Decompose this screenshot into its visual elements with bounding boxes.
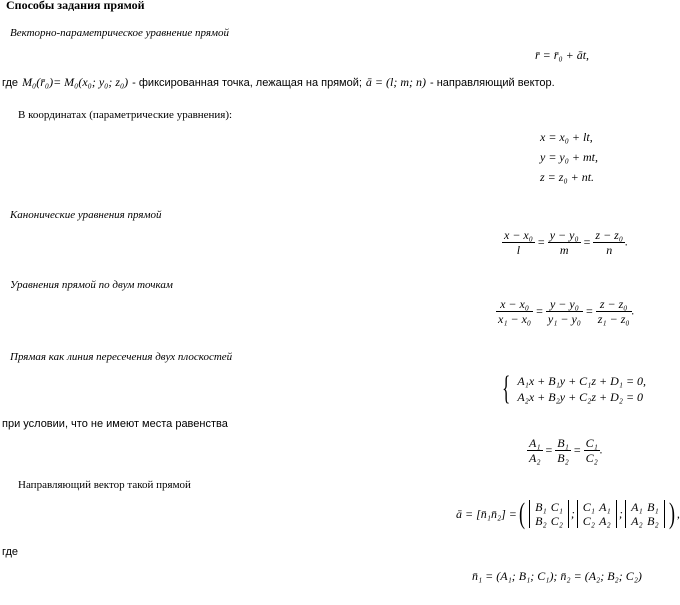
section-heading-canonical: Канонические уравнения прямой <box>10 209 162 221</box>
direction-lhs: ā = [n̄₁n̄₂] = <box>456 506 517 521</box>
section-heading-vector-param: Векторно-параметрическое уравнение прямой <box>10 27 230 39</box>
section-heading-two-points: Уравнения прямой по двум точкам <box>10 279 173 291</box>
direction-vector-formula: ā = (l; m; n) <box>365 75 427 89</box>
determinant-2: C₁ A₁ C₂ A₂ <box>577 500 617 528</box>
param-eq-x: x = x₀ + lt, <box>540 130 593 144</box>
section-heading-direction: Направляющий вектор такой прямой <box>18 479 191 491</box>
ratio-fraction-a: $\frac{\text{A₁}}{\text{A₂}}$ <box>529 436 541 465</box>
where-line <box>2 73 555 91</box>
vector-param-formula: r̄ = r̄₀ + āt, <box>535 48 590 62</box>
section-heading-param-coords: В координатах (параметрические уравнения): <box>18 109 233 121</box>
canonical-equation: $\frac{\text{x − x₀}}{l}$ = $\frac{\text{y − y₀}}{m}$ = $\frac{\text{z − z₀}}{n}$ . <box>504 228 629 257</box>
direction-vector-equation: ā = [n̄₁n̄₂] =( B₁ C₁ B₂ C₂ ; C₁ A₁ C₂ A₂ ; A₁ B₁ A₂ B₂ ) , <box>456 497 680 530</box>
two-points-equation: $\frac{\text{x − x₀}}{\text{x₁ − x₀}}$ = $\frac{\text{y − y₀}}{\text{y₁ − y₀}}$ = $\frac{\text{z − z₀}}{\text{z₁ − z₀}}$ . <box>498 297 635 326</box>
normal-vectors-formula: n̄₁ = (A₁; B₁; C₁); n̄₂ = (A₂; B₂; C₂) <box>472 569 642 583</box>
planes-ratio-equation: $\frac{\text{A₁}}{\text{A₂}}$ = $\frac{\text{B₁}}{\text{B₂}}$ = $\frac{\text{C₁}}{\text{C₂}}$ . <box>529 436 603 465</box>
plane-eq-1: A₁x + B₁y + C₁z + D₁ = 0, <box>517 374 647 388</box>
canonical-fraction-x: $\frac{\text{x − x₀}}{l}$ <box>504 228 533 257</box>
determinant-3: A₁ B₁ A₂ B₂ <box>625 500 665 528</box>
condition-text: при условии, что не имеют места равенства <box>2 418 228 430</box>
ratio-fraction-c: $\frac{\text{C₁}}{\text{C₂}}$ <box>585 436 598 465</box>
param-eq-z: z = z₀ + nt. <box>540 170 595 184</box>
ratio-fraction-b: $\frac{\text{B₁}}{\text{B₂}}$ <box>557 436 569 465</box>
two-points-fraction-x: $\frac{\text{x − x₀}}{\text{x₁ − x₀}}$ <box>498 297 532 326</box>
canonical-fraction-y: $\frac{\text{y − y₀}}{m}$ <box>549 228 579 257</box>
system-brace: { <box>502 370 511 407</box>
two-points-fraction-z: $\frac{\text{z − z₀}}{\text{z₁ − z₀}}$ <box>597 297 630 326</box>
canonical-fraction-z: $\frac{\text{z − z₀}}{n}$ <box>595 228 624 257</box>
determinant-1: B₁ C₁ B₂ C₂ <box>529 500 569 528</box>
param-eq-y: y = y₀ + mt, <box>540 150 599 164</box>
where-label: где <box>2 546 19 558</box>
where-prefix: где <box>2 77 19 89</box>
two-points-fraction-y: $\frac{\text{y − y₀}}{\text{y₁ − y₀}}$ <box>547 297 581 326</box>
fixed-point-formula: M₀(r̄₀)= M₀(x₀; y₀; z₀) <box>22 75 129 89</box>
plane-eq-2: A₂x + B₂y + C₂z + D₂ = 0 <box>517 390 644 404</box>
direction-vector-description: - направляющий вектор. <box>430 77 555 89</box>
page-title: Способы задания прямой <box>6 0 145 12</box>
section-heading-planes: Прямая как линия пересечения двух плоскостей <box>10 351 233 363</box>
planes-system <box>498 372 646 406</box>
fixed-point-description: - фиксированная точка, лежащая на прямой; <box>132 77 362 89</box>
